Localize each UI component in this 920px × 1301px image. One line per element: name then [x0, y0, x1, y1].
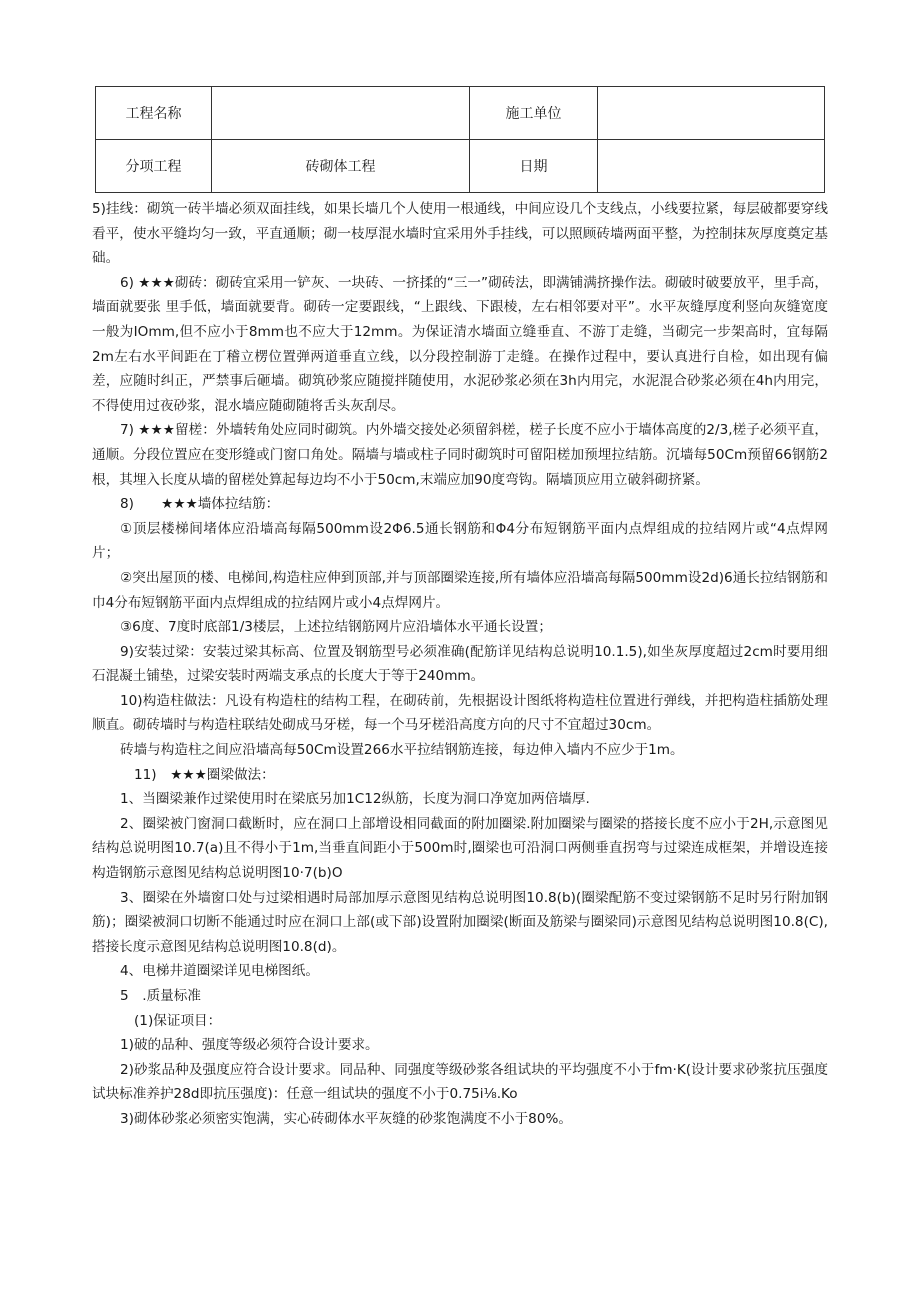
- sub-project-label: 分项工程: [96, 140, 212, 193]
- paragraph-column-tie: 砖墙与构造柱之间应沿墙高每50Cm设置266水平拉结钢筋连接，每边伸入墙内不应少于1m。: [120, 742, 684, 759]
- paragraph-quality-2: 2)砂浆品种及强度应符合设计要求。同品种、同强度等级砂浆各组试块的平均强度不小于fm·K(设计要求砂浆抗压强度试块标准养护28d即抗压强度)：任意一组试块的强度不小于0.75i⅛.Ko: [92, 1061, 828, 1103]
- table-row: [96, 87, 825, 140]
- paragraph-quality-heading: 5 .质量标准: [120, 988, 201, 1004]
- paragraph-lintel: 9)安装过梁：安装过梁其标高、位置及钢筋型号必须准确(配筋详见结构总说明10.1.5),如坐灰厚度超过2cm时要用细石混凝土铺垫，过梁安装时两端支承点的长度大于等于240mm。: [92, 643, 828, 685]
- paragraph-tie-bars-2: ②突出屋顶的楼、电梯间,构造柱应伸到顶部,并与顶部圈梁连接,所有墙体应沿墙高每隔500mm设2d)6通长拉结钢筋和巾4分布短钢筋平面内点焊组成的拉结网片或小4点焊网片。: [92, 569, 828, 611]
- project-info-table: [95, 86, 825, 193]
- paragraph-toothing: 7) ★★★留槎：外墙转角处应同时砌筑。内外墙交接处必须留斜槎，槎子长度不应小于墙体高度的2/3,槎子必须平直，通顺。分段位置应在变形缝或门窗口角处。隔墙与墙或柱子同时砌筑时可留阳槎加预埋拉结筋。沉墙每50Cm预留66钢筋2根，其埋入长度从墙的留槎处算起每边均不小于50cm,末端应加90度弯钩。隔墙顶应用立破斜砌挤紧。: [92, 422, 828, 488]
- sub-project-value: 砖砌体工程: [212, 140, 470, 193]
- paragraph-tie-bars-3: ③6度、7度时底部1/3楼层，上述拉结钢筋网片应沿墙体水平通长设置；: [120, 619, 552, 636]
- paragraph-constructional-column: 10)构造柱做法：凡设有构造柱的结构工程，在砌砖前，先根据设计图纸将构造柱位置进行弹线，并把构造柱插筋处理顺直。砌砖墙时与构造柱联结处砌成马牙槎，每一个马牙槎沿高度方向的尺寸不宜超过30cm。: [92, 692, 828, 734]
- paragraph-tie-bars-heading: 8) ★★★墙体拉结筋：: [120, 496, 280, 513]
- paragraph-ring-beam-heading: 11) ★★★圈梁做法：: [134, 766, 275, 783]
- paragraph-ring-beam-1: 1、当圈梁兼作过梁使用时在梁底另加1C12纵筋，长度为洞口净宽加两倍墙厚.: [120, 791, 590, 808]
- document-body: [92, 197, 828, 1132]
- date-label: 日期: [470, 140, 598, 193]
- date-value: [598, 140, 825, 193]
- paragraph-quality-3: 3)砌体砂浆必须密实饱满，实心砖砌体水平灰缝的砂浆饱满度不小于80%。: [120, 1110, 572, 1127]
- paragraph-hanging-line: 5)挂线：砌筑一砖半墙必须双面挂线，如果长墙几个人使用一根通线，中间应设几个支线点，小线要拉紧，每层破都要穿线看平，使水平缝均匀一致，平直通顺；砌一枝厚混水墙时宜采用外手挂线，可以照顾砖墙两面平整，为控制抹灰厚度奠定基础。: [92, 201, 828, 267]
- paragraph-guarantee-items: (1)保证项目：: [134, 1012, 222, 1029]
- paragraph-quality-1: 1)破的品种、强度等级必须符合设计要求。: [120, 1037, 379, 1054]
- paragraph-ring-beam-2: 2、圈梁被门窗洞口截断时，应在洞口上部增设相同截面的附加圈梁.附加圈梁与圈梁的搭接长度不应小于2H,示意图见结构总说明图10.7(a)且不得小于1m,当垂直间距小于500m时,圈梁也可沿洞口两侧垂直拐弯与过梁连成框架，并增设连接构造钢筋示意图见结构总说明图10·7(b)O: [92, 815, 828, 882]
- contractor-label: 施工单位: [470, 87, 598, 140]
- contractor-value: [598, 87, 825, 140]
- project-name-value: [212, 87, 470, 140]
- paragraph-ring-beam-3: 3、圈梁在外墙窗口处与过梁相遇时局部加厚示意图见结构总说明图10.8(b)(圈梁配筋不变过梁钢筋不足时另行附加钢筋)；圈梁被洞口切断不能通过时应在洞口上部(或下部)设置附加圈梁(断面及筋梁与圈梁同)示意图见结构总说明图10.8(C),搭接长度示意图见结构总说明图10.8(d)。: [92, 889, 828, 955]
- paragraph-tie-bars-1: ①顶层楼梯间堵体应沿墙高每隔500mm设2Φ6.5通长钢筋和Φ4分布短钢筋平面内点焊组成的拉结网片或“4点焊网片；: [92, 520, 828, 562]
- paragraph-brick-laying: 6) ★★★砌砖：砌砖宜采用一铲灰、一块砖、一挤揉的“三一”砌砖法，即满铺满挤操作法。砌破时破要放平，里手高，墙面就要张 里手低，墙面就要背。砌砖一定要跟线，“上跟线、下跟棱，左右相邻要对平”。水平灰缝厚度利竖向灰缝宽度一般为IOmm,但不应小于8mm也不应大于12mm。为保证清水墙面立缝垂直、不游丁走缝，当砌完一步架高时，宜每隔2m左右水平间距在丁稽立楞位置弹两道垂直立线，以分段控制游丁走缝。在操作过程中，要认真进行自检，如出现有偏差，应随时纠正，严禁事后砸墙。砌筑砂浆应随搅拌随使用，水泥砂浆必须在3h内用完，水泥混合砂浆必须在4h内用完，不得使用过夜砂浆，混水墙应随砌随将舌头灰刮尽。: [92, 274, 828, 414]
- paragraph-ring-beam-4: 4、电梯井道圈梁详见电梯图纸。: [120, 963, 319, 980]
- table-row: [96, 140, 825, 193]
- project-name-label: 工程名称: [96, 87, 212, 140]
